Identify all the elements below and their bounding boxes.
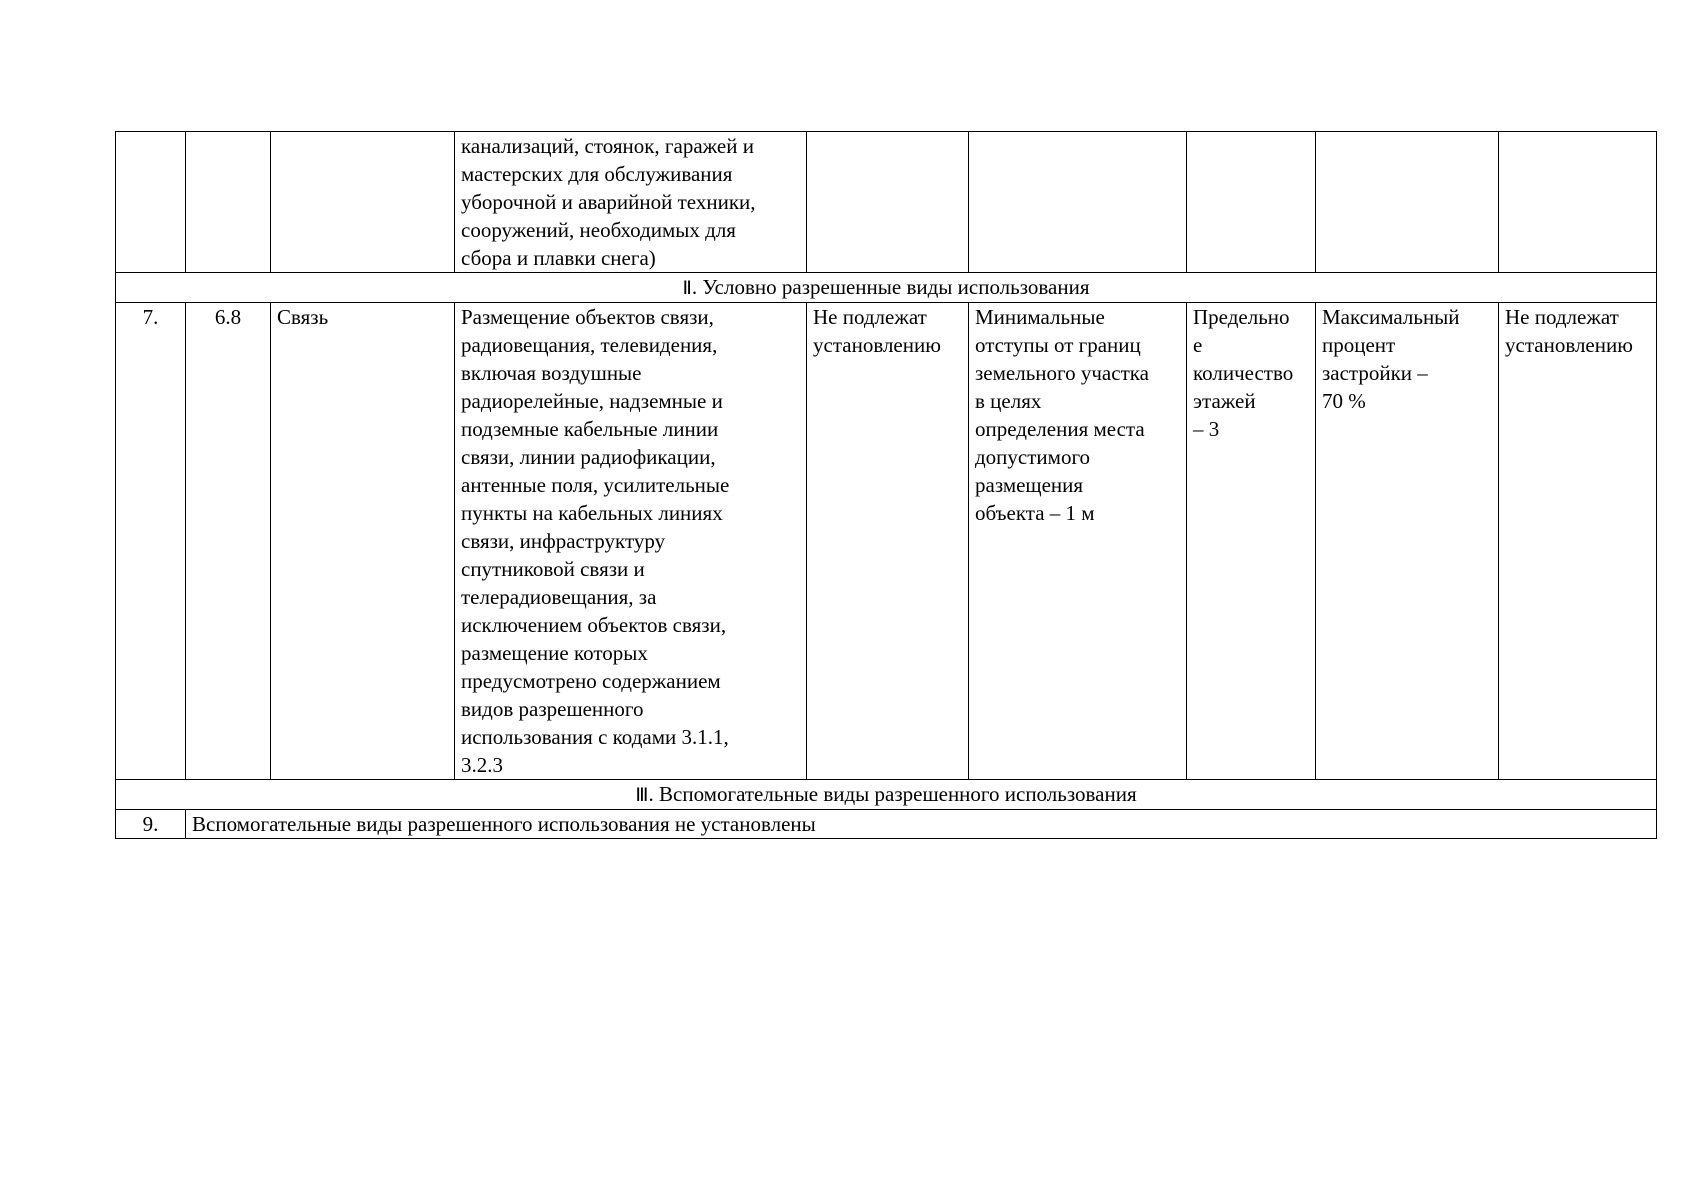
cell-coverage xyxy=(1316,132,1499,273)
section-header-row xyxy=(116,780,1657,810)
row-name xyxy=(271,303,455,780)
row-number xyxy=(116,303,186,780)
row-merged-text xyxy=(186,810,1657,839)
row-other xyxy=(1499,303,1657,780)
row-number xyxy=(116,810,186,839)
row-number-text: 9. xyxy=(142,812,159,836)
row-code-text: 6.8 xyxy=(214,305,242,329)
row-plot-size-text: Не подлежат установлению xyxy=(813,305,941,357)
row-setbacks-text: Минимальные отступы от границ земельного участка в целях определения места допустимого размещения объекта – 1 м xyxy=(975,305,1149,525)
row-description-text: Размещение объектов связи, радиовещания, телевидения, включая воздушные радиорелейные, надземные и подземные кабельные линии связи, линии радиофикации, антенные поля, усилительные пункты на кабельных линиях связи, инфраструктуру спутниковой связи и телерадиовещания, за исключением объектов связи, размещение которых предусмотрено содержанием видов разрешенного использования с кодами 3.1.1, 3.2.3 xyxy=(461,305,730,777)
section-title: . Условно разрешенные виды использования xyxy=(691,275,1090,299)
land-use-table xyxy=(115,131,1657,839)
row-coverage xyxy=(1316,303,1499,780)
cell-description xyxy=(455,132,807,273)
row-name-text: Связь xyxy=(277,305,329,329)
cell-name xyxy=(271,132,455,273)
cell-other xyxy=(1499,132,1657,273)
table-row xyxy=(116,303,1657,780)
cell-plot-size xyxy=(807,132,969,273)
section-header-conditional xyxy=(116,273,1657,303)
section-header-auxiliary xyxy=(116,780,1657,810)
continuation-row xyxy=(116,132,1657,273)
row-plot-size xyxy=(807,303,969,780)
row-floors-text: Предельно е количество этажей – 3 xyxy=(1193,305,1294,441)
row-coverage-text: Максимальный процент застройки – 70 % xyxy=(1322,305,1460,413)
row-number-text: 7. xyxy=(142,305,159,329)
section-title: . Вспомогательные виды разрешенного использования xyxy=(648,782,1137,806)
row-description xyxy=(455,303,807,780)
row-floors xyxy=(1187,303,1316,780)
section-numeral: Ⅲ xyxy=(635,784,649,806)
row-setbacks xyxy=(969,303,1187,780)
cell-code xyxy=(186,132,271,273)
cell-number xyxy=(116,132,186,273)
table-row xyxy=(116,810,1657,839)
row-text: Вспомогательные виды разрешенного использования не установлены xyxy=(192,812,816,836)
section-header-row xyxy=(116,273,1657,303)
cell-setbacks xyxy=(969,132,1187,273)
continuation-description: канализаций, стоянок, гаражей и мастерских для обслуживания уборочной и аварийной техники, сооружений, необходимых для сбора и плавки снега) xyxy=(461,134,756,270)
cell-floors xyxy=(1187,132,1316,273)
row-code xyxy=(186,303,271,780)
row-other-text: Не подлежат установлению xyxy=(1505,305,1633,357)
section-numeral: Ⅱ xyxy=(682,277,692,299)
